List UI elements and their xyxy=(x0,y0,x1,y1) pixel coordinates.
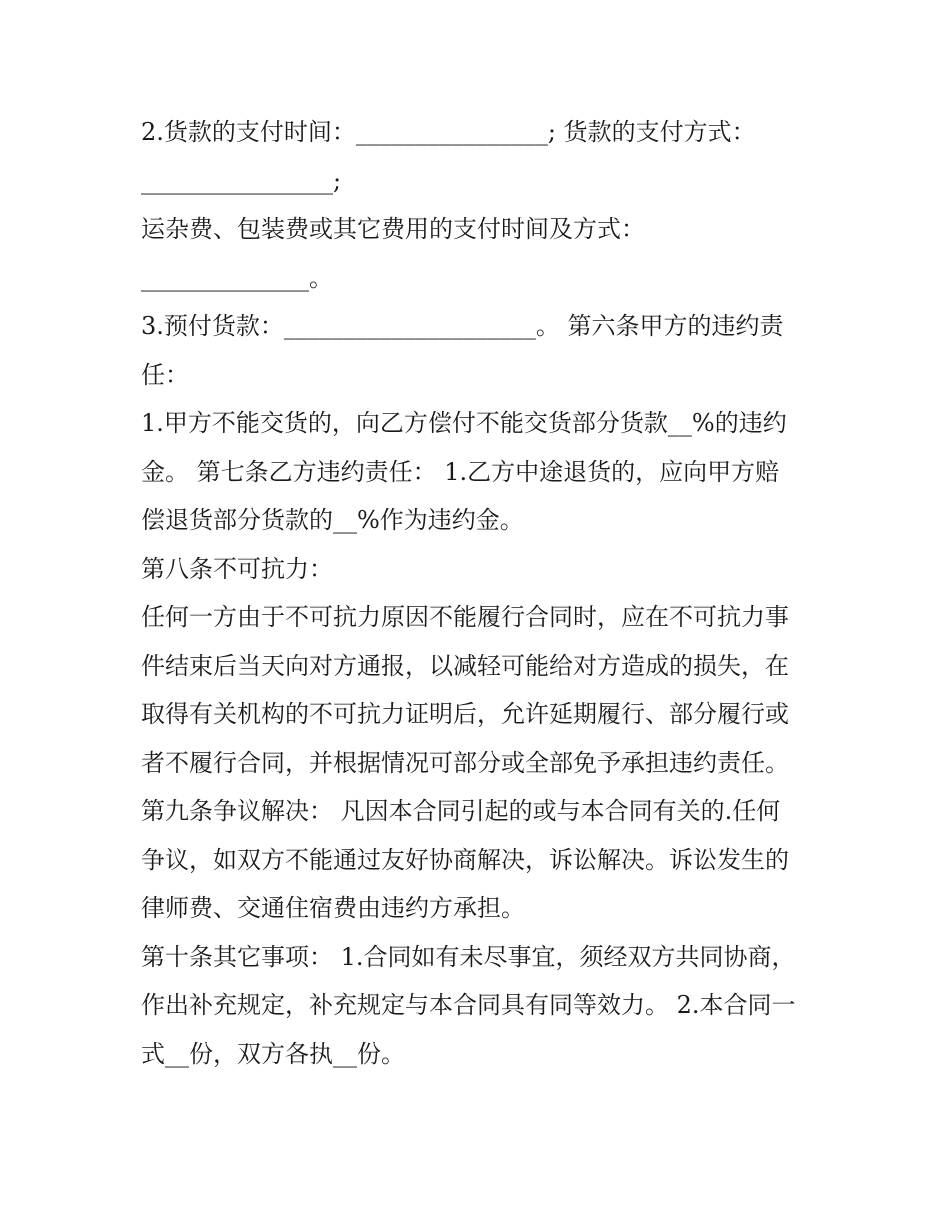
force-majeure-line-1: 任何一方由于不可抗力原因不能履行合同时，应在不可抗力事 xyxy=(141,603,789,631)
article-nine-line-3: 律师费、交通住宿费由违约方承担。 xyxy=(141,894,525,922)
article-nine-line-1: 第九条争议解决： 凡因本合同引起的或与本合同有关的.任何 xyxy=(141,797,781,825)
article-seven-line: 金。 第七条乙方违约责任： 1.乙方中途退货的，应向甲方赔 xyxy=(141,457,780,486)
article-nine-line-2: 争议，如双方不能通过友好协商解决，诉讼解决。诉讼发生的 xyxy=(141,845,789,874)
prepayment-line: 3.预付货款：_____________________。 第六条甲方的违约责 xyxy=(141,312,784,340)
party-a-breach-line: 1.甲方不能交货的，向乙方偿付不能交货部分货款__%的违约 xyxy=(141,409,787,437)
payment-method-blank-line: ________________; xyxy=(141,166,342,195)
document-body xyxy=(141,108,821,1078)
payment-time-line: 2.货款的支付时间：________________; 货款的支付方式： xyxy=(141,118,756,146)
article-ten-line-2: 作出补充规定，补充规定与本合同具有同等效力。 2.本合同一 xyxy=(141,991,796,1019)
article-six-continued-line: 任： xyxy=(141,360,189,389)
force-majeure-line-3: 取得有关机构的不可抗力证明后，允许延期履行、部分履行或 xyxy=(141,700,789,728)
article-eight-heading: 第八条不可抗力： xyxy=(141,554,333,583)
article-seven-continued-line: 偿退货部分货款的__%作为违约金。 xyxy=(141,506,524,534)
other-fees-line: 运杂费、包装费或其它费用的支付时间及方式： xyxy=(141,215,645,243)
force-majeure-line-2: 件结束后当天向对方通报，以减轻可能给对方造成的损失，在 xyxy=(141,651,789,680)
other-fees-blank-line: ______________。 xyxy=(141,263,333,292)
article-ten-line-1: 第十条其它事项： 1.合同如有未尽事宜，须经双方共同协商， xyxy=(141,942,796,971)
article-ten-line-3: 式__份，双方各执__份。 xyxy=(141,1039,405,1068)
force-majeure-line-4: 者不履行合同，并根据情况可部分或全部免予承担违约责任。 xyxy=(141,748,789,777)
